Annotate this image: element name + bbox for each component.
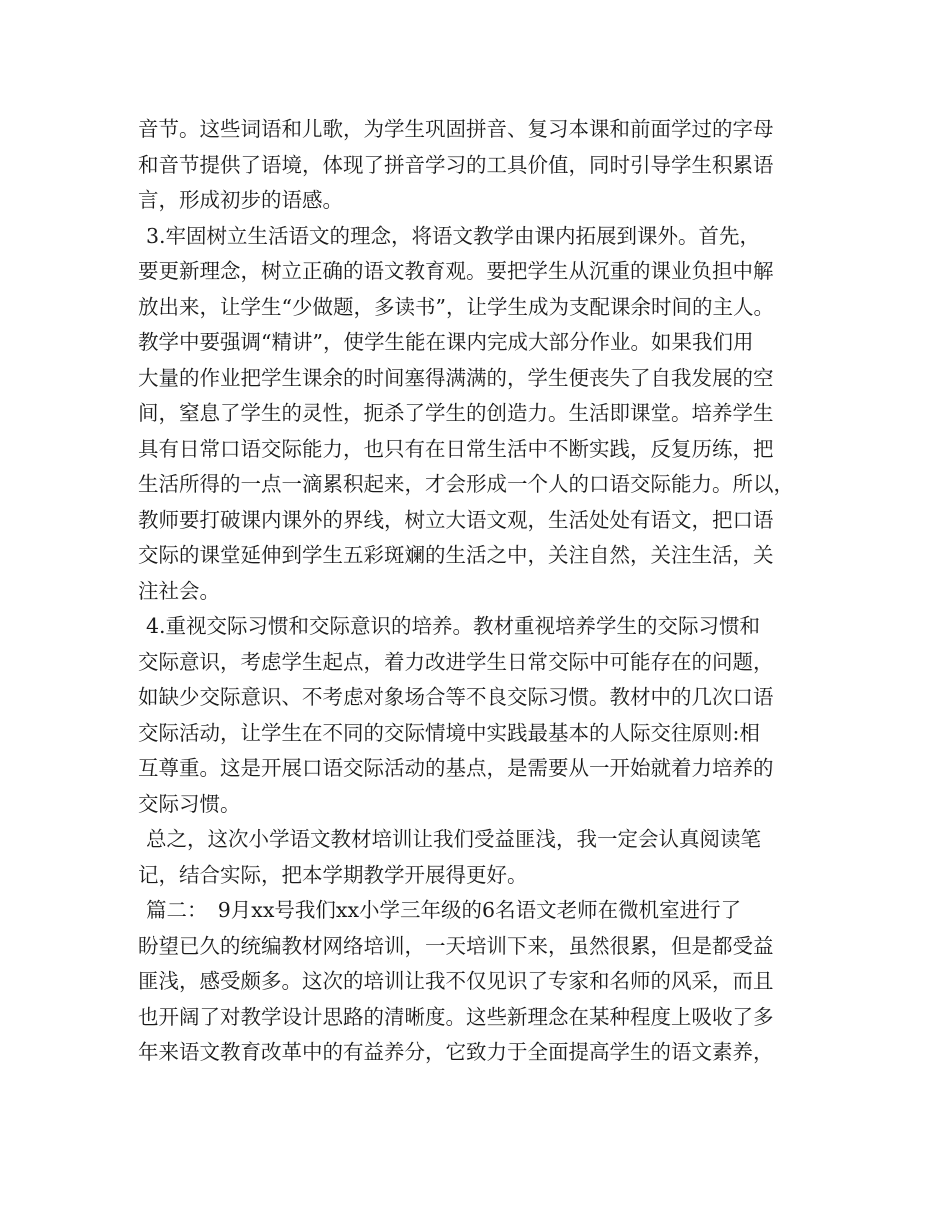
text-line: 也开阔了对教学设计思路的清晰度。这些新理念在某种程度上吸收了多: [138, 1004, 774, 1029]
text-line: 教学中要强调“精讲”，使学生能在课内完成大部分作业。如果我们用: [138, 330, 754, 354]
text-line: 交际活动，让学生在不同的交际情境中实践最基本的人际交往原则:相: [138, 720, 760, 745]
text-line: 间，窒息了学生的灵性，扼杀了学生的创造力。生活即课堂。培养学生: [138, 401, 774, 425]
text-line: 注社会。: [138, 578, 220, 603]
text-line: 匪浅，感受颇多。这次的培训让我不仅见识了专家和名师的风采，而且: [138, 969, 774, 993]
text-line: 言，形成初步的语感。: [138, 188, 343, 212]
text-line: 记，结合实际，把本学期教学开展得更好。: [138, 862, 528, 887]
document-body: [138, 112, 828, 1071]
text-line: 3.牢固树立生活语文的理念，将语文教学由课内拓展到课外。首先，: [146, 223, 761, 248]
text-line: 音节。这些词语和儿歌，为学生巩固拼音、复习本课和前面学过的字母: [138, 117, 774, 141]
text-line: 要更新理念，树立正确的语文教育观。要把学生从沉重的课业负担中解: [138, 259, 774, 283]
text-line: 生活所得的一点一滴累积起来，才会形成一个人的口语交际能力。所以，: [138, 472, 794, 496]
text-line: 4.重视交际习惯和交际意识的培养。教材重视培养学生的交际习惯和: [146, 614, 761, 638]
text-line: 如缺少交际意识、不考虑对象场合等不良交际习惯。教材中的几次口语: [138, 685, 774, 709]
text-line: 交际意识，考虑学生起点，着力改进学生日常交际中可能存在的问题，: [138, 649, 774, 674]
text-line: 具有日常口语交际能力，也只有在日常生活中不断实践，反复历练，把: [138, 436, 774, 461]
text-line: 交际的课堂延伸到学生五彩斑斓的生活之中，关注自然，关注生活，关: [138, 543, 774, 567]
text-line: 交际习惯。: [138, 791, 241, 816]
text-line: 年来语文教育改革中的有益养分，它致力于全面提高学生的语文素养，: [138, 1040, 774, 1064]
text-line: 篇二： 9月xx号我们xx小学三年级的6名语文老师在微机室进行了: [146, 898, 742, 922]
text-line: 互尊重。这是开展口语交际活动的基点，是需要从一开始就着力培养的: [138, 756, 774, 780]
text-line: 大量的作业把学生课余的时间塞得满满的，学生便丧失了自我发展的空: [138, 365, 774, 390]
text-line: 放出来，让学生“少做题，多读书”，让学生成为支配课余时间的主人。: [138, 294, 774, 319]
text-line: 盼望已久的统编教材网络培训，一天培训下来，虽然很累，但是都受益: [138, 933, 774, 958]
text-line: 教师要打破课内课外的界线，树立大语文观，生活处处有语文，把口语: [138, 507, 774, 532]
text-line: 和音节提供了语境，体现了拼音学习的工具价值，同时引导学生积累语: [138, 152, 774, 177]
text-line: 总之，这次小学语文教材培训让我们受益匪浅，我一定会认真阅读笔: [146, 827, 761, 851]
